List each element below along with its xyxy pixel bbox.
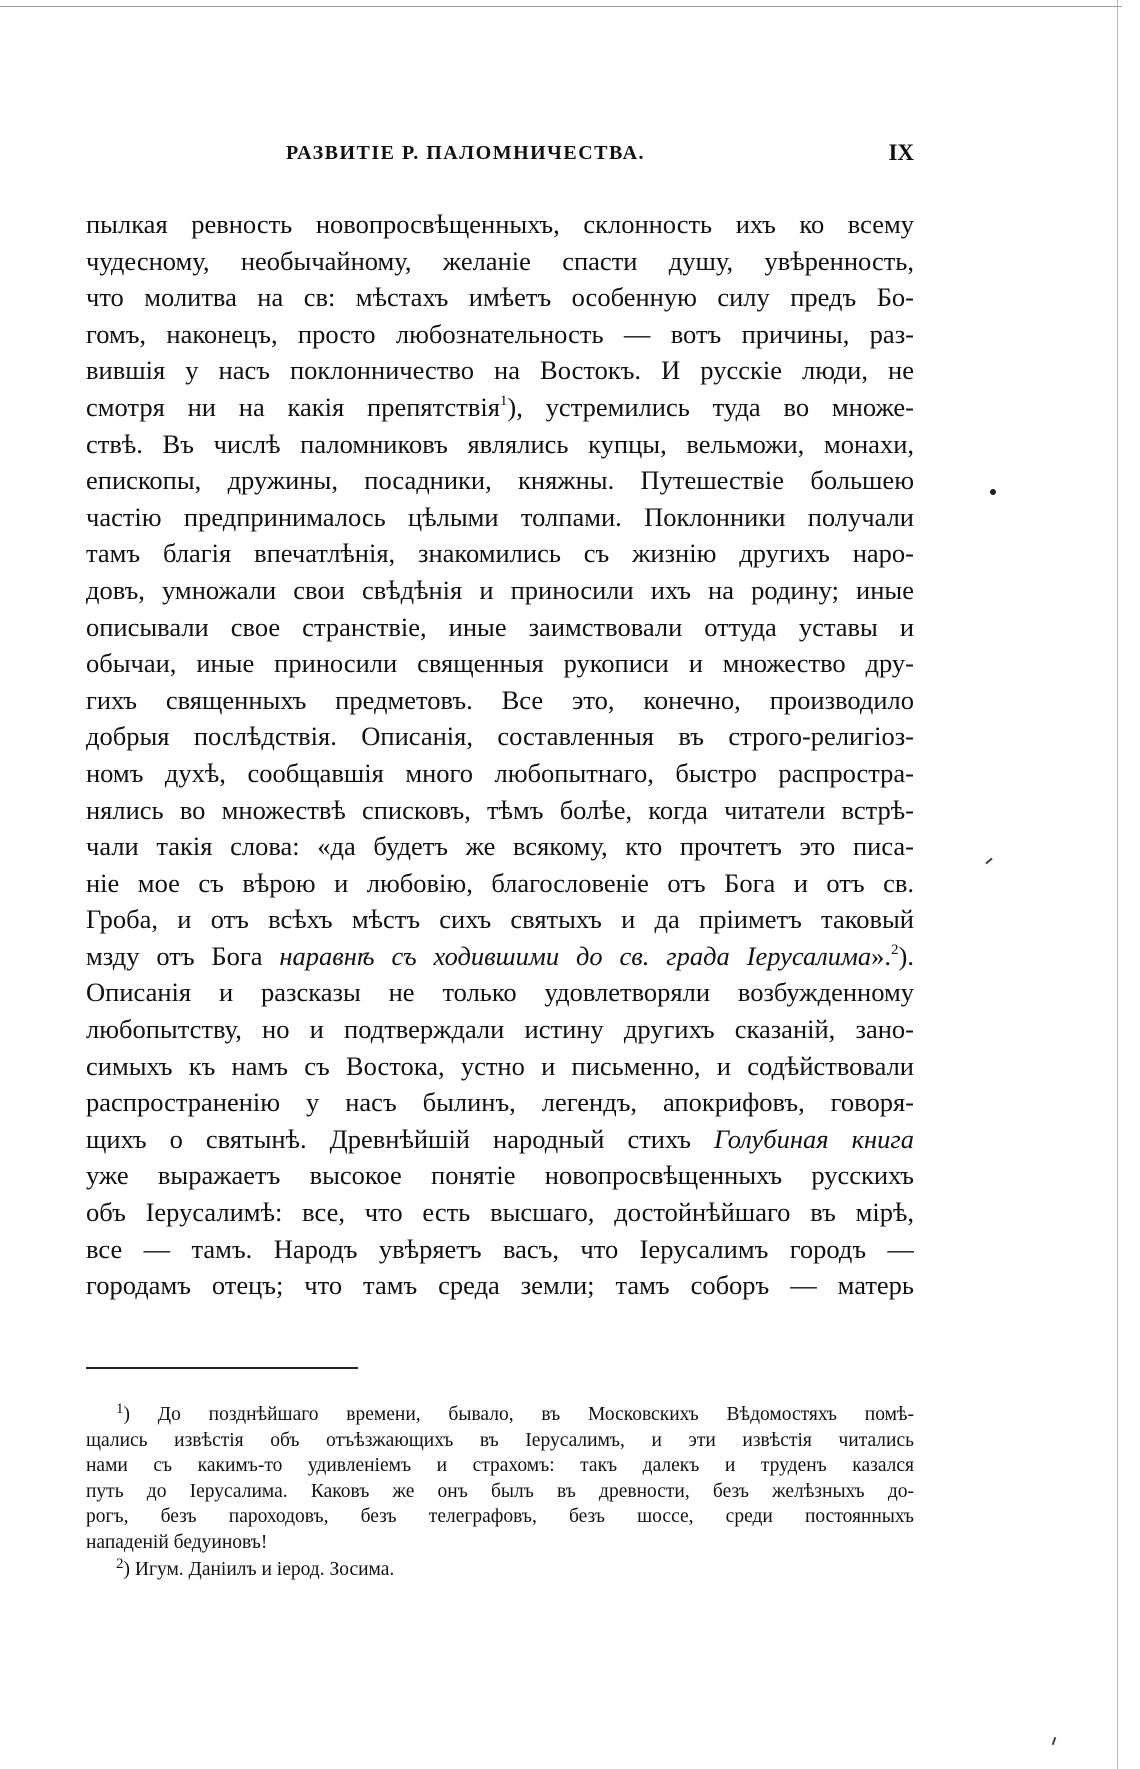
page-edge-top [0, 6, 1122, 7]
page-edge-right [1117, 0, 1118, 1769]
text-segment: мзду отъ Бога [86, 940, 263, 971]
footnote-line [86, 1402, 914, 1428]
text-line: любопытству, но и подтверждали истину другихъ сказаній, зано- [86, 1014, 914, 1045]
running-title: РАЗВИТІЕ Р. ПАЛОМНИЧЕСТВА. [286, 142, 646, 164]
text-line [86, 1121, 914, 1158]
text-line: нялись во множествѣ списковъ, тѣмъ болѣе, когда читатели встрѣ- [86, 794, 914, 825]
text-line [86, 938, 914, 975]
footnotes [86, 1402, 914, 1583]
text-line: все — тамъ. Народъ увѣряетъ васъ, что Іерусалимъ городъ — [86, 1233, 914, 1264]
text-line: номъ духѣ, сообщавшія много любопытнаго, быстро распростра- [86, 757, 914, 788]
text-line: чудесному, необычайному, желаніе спасти душу, увѣренность, [86, 245, 914, 276]
text-line: Описанія и разсказы не только удовлетворяли возбужденному [86, 977, 914, 1008]
footnote-line: нами съ какимъ-то удивленіемъ и страхомъ: такъ далекъ и труденъ казался [86, 1455, 914, 1476]
text-line: ствѣ. Въ числѣ паломниковъ являлись купцы, вельможи, монахи, [86, 428, 914, 459]
footnote-marker: 2 [116, 1557, 124, 1572]
page-header [86, 142, 914, 172]
footnote-ref: 2 [891, 941, 899, 958]
footnote-text: ) Игум. Даніилъ и іерод. Зосима. [123, 1559, 395, 1580]
text-segment: щихъ о святынѣ. Древнѣйшій народный стихъ [86, 1123, 691, 1154]
footnote-rule [86, 1367, 358, 1369]
text-segment: ), устремились туда во множе- [507, 391, 914, 422]
text-line: добрыя послѣдствія. Описанія, составленныя въ строго-религіоз- [86, 721, 914, 752]
text-line: ніе мое съ вѣрою и любовію, благословеніе отъ Бога и отъ св. [86, 867, 914, 898]
print-mark [985, 858, 992, 865]
text-line: частію предпринималось цѣлыми толпами. Поклонники получали [86, 501, 914, 532]
text-line: распространенію у насъ былинъ, легендъ, апокрифовъ, говоря- [86, 1087, 914, 1118]
text-line [86, 389, 914, 426]
text-line: уже выражаетъ высокое понятіе новопросвѣщенныхъ русскихъ [86, 1160, 914, 1191]
text-line: гихъ священныхъ предметовъ. Все это, конечно, производило [86, 684, 914, 715]
text-line: тамъ благія впечатлѣнія, знакомились съ жизнію другихъ наро- [86, 538, 914, 569]
text-line: чали такія слова: «да будетъ же всякому, кто прочтетъ это писа- [86, 831, 914, 862]
text-line: гомъ, наконецъ, просто любознательность — вотъ причины, раз- [86, 318, 914, 349]
footnote-text: ) До позднѣйшаго времени, бывало, въ Московскихъ Вѣдомостяхъ помѣ- [123, 1404, 914, 1425]
text-segment: смотря ни на какія препятствія [86, 391, 500, 422]
page-number: IX [888, 140, 914, 165]
footnote-line [86, 1557, 914, 1583]
body-text [86, 206, 914, 1304]
text-line: объ Іерусалимѣ: все, что есть высшаго, достойнѣйшаго въ мірѣ, [86, 1197, 914, 1228]
print-speck [990, 489, 996, 495]
text-line: обычаи, иные приносили священныя рукописи и множество дру- [86, 648, 914, 679]
text-line: пылкая ревность новопросвѣщенныхъ, склонность ихъ ко всему [86, 209, 914, 239]
footnote-line: рогъ, безъ пароходовъ, безъ телеграфовъ, безъ шоссе, среди постоянныхъ [86, 1506, 914, 1527]
text-line: вившія у насъ поклонничество на Востокъ. И русскіе люди, не [86, 355, 914, 386]
print-mark [1052, 1737, 1057, 1745]
text-segment: ». [871, 940, 892, 971]
footnote-ref: 1 [499, 392, 508, 409]
footnote-line: щались извѣстія объ отъѣзжающихъ въ Іерусалимъ, и эти извѣстія читались [86, 1429, 914, 1451]
text-segment: ). [898, 940, 914, 971]
text-line: симыхъ къ намъ съ Востока, устно и письменно, и содѣйствовали [86, 1050, 914, 1081]
text-line: епископы, дружины, посадники, княжны. Путешествіе большею [86, 465, 914, 496]
text-line: описывали свое странствіе, иные заимствовали оттуда уставы и [86, 611, 914, 642]
footnote-marker: 1 [116, 1402, 124, 1417]
italic-title: Голубиная книга [714, 1123, 914, 1154]
text-line: довъ, умножали свои свѣдѣнія и приносили ихъ на родину; иные [86, 574, 914, 605]
footnote-line: путь до Іерусалима. Каковъ же онъ былъ въ древности, безъ желѣзныхъ до- [86, 1480, 914, 1502]
italic-quote: наравнѣ съ ходившими до св. града Іерусалима [279, 940, 872, 971]
footnote-line: нападеній бедуиновъ! [86, 1531, 268, 1553]
text-line: что молитва на св: мѣстахъ имѣетъ особенную силу предъ Бо- [86, 282, 914, 313]
text-line: Гроба, и отъ всѣхъ мѣстъ сихъ святыхъ и да пріиметъ таковый [86, 904, 914, 935]
text-line: городамъ отецъ; что тамъ среда земли; тамъ соборъ — матерь [86, 1270, 914, 1301]
